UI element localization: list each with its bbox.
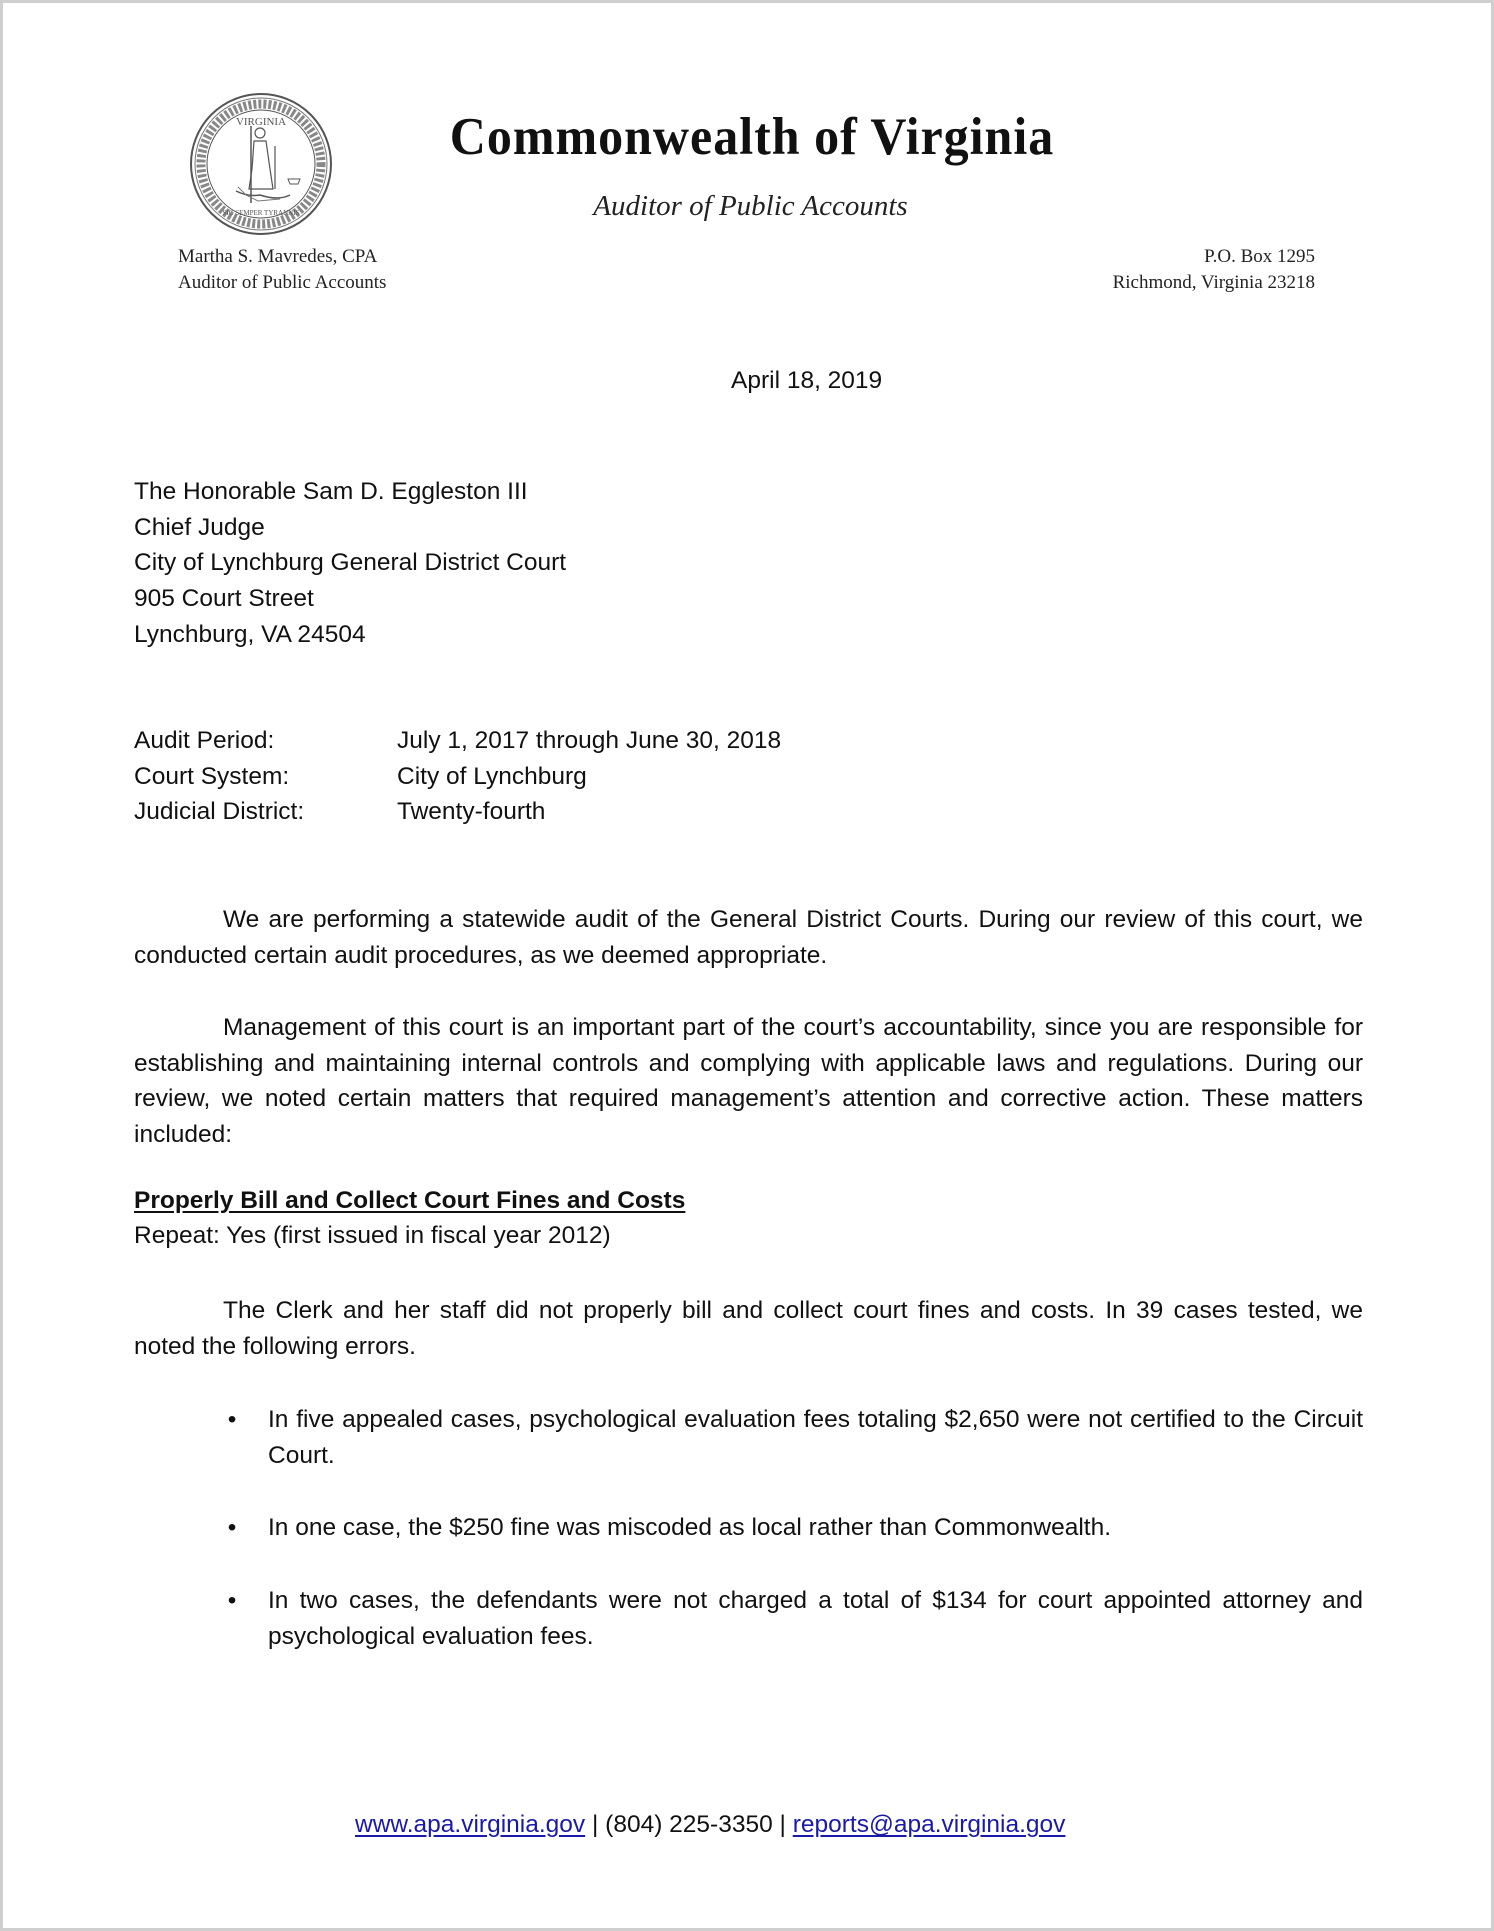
- error-list-item-text: In two cases, the defendants were not charged a total of $134 for court appointed attorney and psychological evaluation fees.: [268, 1587, 1363, 1650]
- intro-paragraph: [134, 902, 1363, 973]
- phone-number: (804) 225-3350: [605, 1811, 773, 1838]
- footer: [355, 1811, 1065, 1839]
- audit-info-value: City of Lynchburg: [397, 762, 587, 790]
- audit-info-value: Twenty-fourth: [397, 798, 546, 826]
- svg-text:SIC SEMPER TYRANNIS: SIC SEMPER TYRANNIS: [222, 209, 300, 217]
- auditor-role: Auditor of Public Accounts: [178, 272, 387, 293]
- audit-info-label: Court System:: [134, 762, 290, 790]
- letterhead-title: Commonwealth of Virginia: [449, 106, 1055, 166]
- letterhead-subtitle: Auditor of Public Accounts: [593, 190, 908, 222]
- finding-repeat: Repeat: Yes (first issued in fiscal year 2012): [134, 1222, 611, 1249]
- office-address: [1113, 244, 1315, 296]
- finding-paragraph-text: The Clerk and her staff did not properly bill and collect court fines and costs. In 39 cases tested, we noted the following errors.: [134, 1297, 1363, 1360]
- auditor-name: Martha S. Mavredes, CPA: [178, 246, 378, 267]
- error-list-item: [225, 1402, 1363, 1473]
- audit-info-value: July 1, 2017 through June 30, 2018: [397, 727, 782, 754]
- auditor-block: [178, 244, 386, 296]
- error-list-item-text: In one case, the $250 fine was miscoded as local rather than Commonwealth.: [268, 1514, 1112, 1541]
- audit-info-row: [134, 759, 781, 795]
- audit-info-label: Judicial District:: [134, 798, 305, 826]
- bullet-icon: •: [227, 1587, 237, 1614]
- footer-separator: |: [779, 1811, 786, 1838]
- po-box: P.O. Box 1295: [1204, 246, 1315, 267]
- error-list-item-text: In five appealed cases, psychological evaluation fees totaling $2,650 were not certified to the Circuit Court.: [268, 1406, 1363, 1469]
- recipient-line: Lynchburg, VA 24504: [134, 620, 366, 648]
- recipient-line: City of Lynchburg General District Court: [134, 549, 567, 577]
- audit-info: [134, 723, 781, 830]
- error-list-item: [225, 1583, 1363, 1654]
- intro-paragraph-text: We are performing a statewide audit of the General District Courts. During our review of this court, we conducted certain audit procedures, as we deemed appropriate.: [134, 906, 1363, 969]
- recipient-line: Chief Judge: [134, 513, 265, 541]
- email-link[interactable]: reports@apa.virginia.gov: [792, 1811, 1066, 1838]
- recipient-line: The Honorable Sam D. Eggleston III: [134, 478, 528, 505]
- error-list-item: [225, 1510, 1363, 1546]
- finding-heading: Properly Bill and Collect Court Fines and Costs: [134, 1187, 686, 1214]
- management-paragraph-text: Management of this court is an important part of the court’s accountability, since you are responsible for establishing and maintaining internal controls and complying with applicable laws and regulations. During our review, we noted certain matters that required management’s attention and corrective action. These matters included:: [134, 1014, 1363, 1149]
- letter-date: April 18, 2019: [731, 367, 883, 394]
- recipient-line: 905 Court Street: [134, 585, 314, 613]
- audit-info-label: Audit Period:: [134, 727, 275, 754]
- virginia-state-seal-icon: [188, 91, 334, 237]
- svg-text:VIRGINIA: VIRGINIA: [235, 116, 287, 128]
- management-paragraph: [134, 1010, 1363, 1153]
- audit-info-row: [134, 794, 781, 830]
- bullet-icon: •: [227, 1406, 237, 1433]
- letter-page: [3, 3, 1491, 1928]
- office-city: Richmond, Virginia 23218: [1112, 272, 1315, 293]
- finding-paragraph: [134, 1293, 1363, 1364]
- recipient-address: [134, 474, 566, 653]
- audit-info-row: [134, 723, 781, 759]
- footer-separator: |: [591, 1811, 599, 1838]
- bullet-icon: •: [227, 1514, 237, 1541]
- website-link[interactable]: www.apa.virginia.gov: [355, 1811, 586, 1838]
